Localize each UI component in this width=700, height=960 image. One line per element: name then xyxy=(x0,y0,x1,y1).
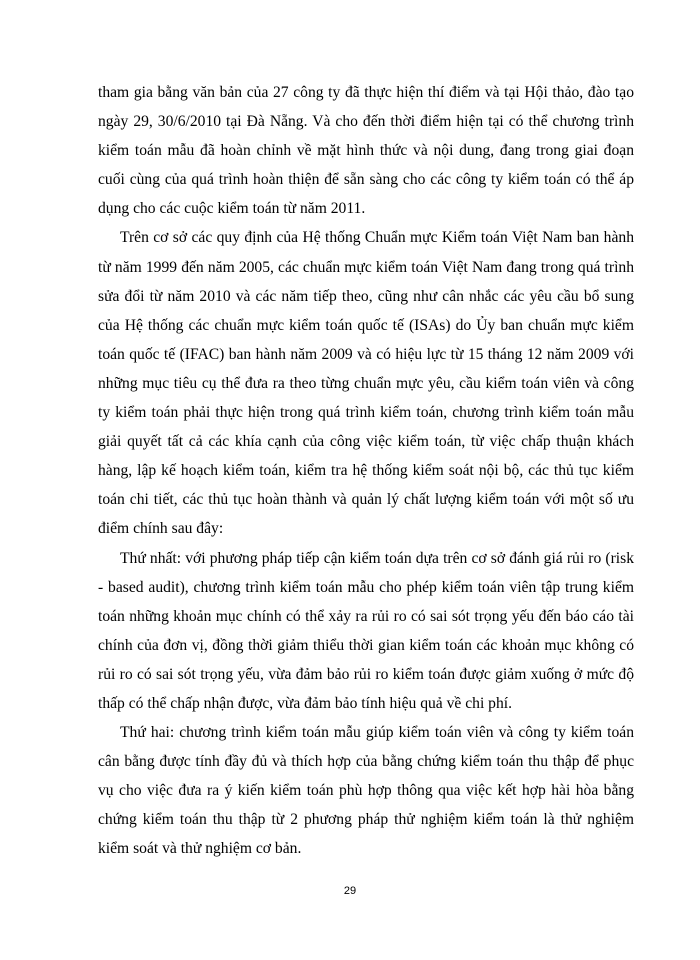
paragraph-legal-basis: Trên cơ sở các quy định của Hệ thống Chuẩn mực Kiểm toán Việt Nam ban hành từ năm 1999 đến năm 2005, các chuẩn mực kiểm toán Việt Nam đang trong quá trình sửa đổi từ năm 2010 và các năm tiếp theo, cũng như cân nhắc các yêu cầu bổ sung của Hệ thống các chuẩn mực kiểm toán quốc tế (ISAs) do Ủy ban chuẩn mực kiểm toán quốc tế (IFAC) ban hành năm 2009 và có hiệu lực từ 15 tháng 12 năm 2009 với những mục tiêu cụ thể đưa ra theo từng chuẩn mực yêu, cầu kiểm toán viên và công ty kiểm toán phải thực hiện trong quá trình kiểm toán, chương trình kiểm toán mẫu giải quyết tất cả các khía cạnh của công việc kiểm toán, từ việc chấp thuận khách hàng, lập kế hoạch kiểm toán, kiểm tra hệ thống kiểm soát nội bộ, các thủ tục kiểm toán chi tiết, các thủ tục hoàn thành và quản lý chất lượng kiểm toán với một số ưu điểm chính sau đây: xyxy=(98,229,634,538)
paragraph-first-advantage: Thứ nhất: với phương pháp tiếp cận kiểm toán dựa trên cơ sở đánh giá rủi ro (risk - based audit), chương trình kiểm toán mẫu cho phép kiểm toán viên tập trung kiểm toán những khoản mục chính có thể xảy ra rủi ro có sai sót trọng yếu đến báo cáo tài chính của đơn vị, đồng thời giảm thiểu thời gian kiểm toán các khoản mục không có rủi ro có sai sót trọng yếu, vừa đảm bảo rủi ro kiểm toán được giảm xuống ở mức độ thấp có thể chấp nhận được, vừa đảm bảo tính hiệu quả về chi phí. xyxy=(98,549,634,712)
page-number: 29 xyxy=(343,885,357,897)
body-text xyxy=(98,78,634,864)
paragraph-continuation: tham gia bằng văn bản của 27 công ty đã thực hiện thí điểm và tại Hội thảo, đào tạo ngày 29, 30/6/2010 tại Đà Nẵng. Và cho đến thời điểm hiện tại có thể chương trình kiểm toán mẫu đã hoàn chỉnh về mặt hình thức và nội dung, đang trong giai đoạn cuối cùng của quá trình hoàn thiện để sẵn sàng cho các công ty kiểm toán có thể áp dụng cho các cuộc kiểm toán từ năm 2011. xyxy=(98,84,634,218)
paragraph-second-advantage: Thứ hai: chương trình kiểm toán mẫu giúp kiểm toán viên và công ty kiểm toán cân bằng được tính đầy đủ và thích hợp của bằng chứng kiểm toán thu thập để phục vụ cho việc đưa ra ý kiến kiểm toán phù hợp thông qua việc kết hợp hài hòa bằng chứng kiểm toán thu thập từ 2 phương pháp thử nghiệm kiểm toán là thử nghiệm kiểm soát và thử nghiệm cơ bản. xyxy=(98,724,634,858)
